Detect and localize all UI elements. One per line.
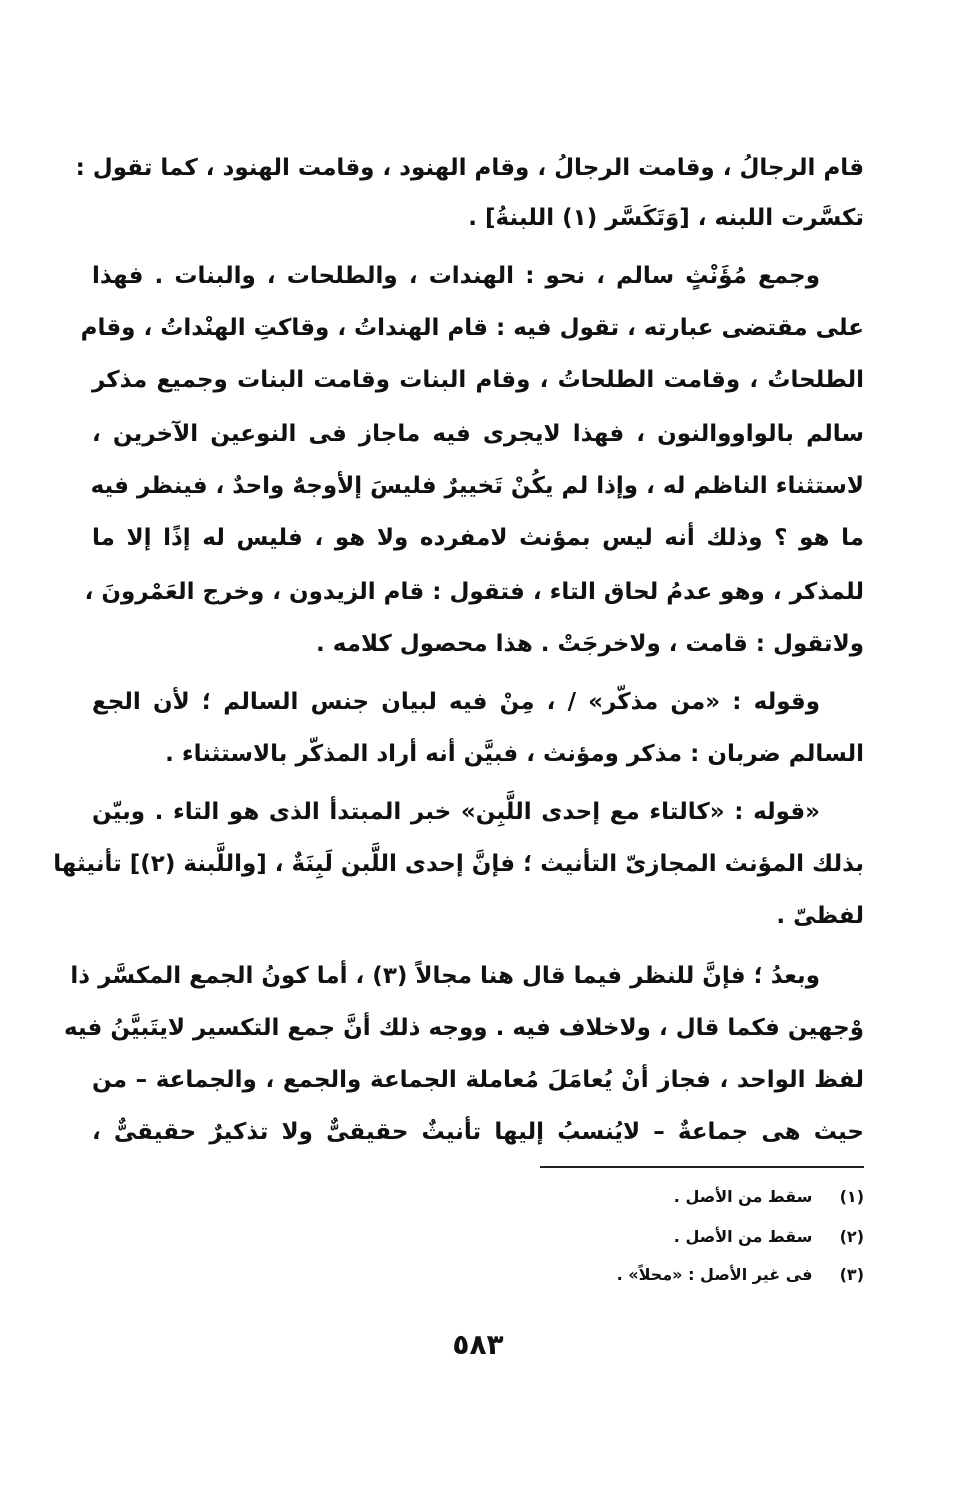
body-line: وقوله : «من مذكّر» / ، مِنْ فيه لبيان جنس السالم ؛ لأن الجع	[92, 689, 820, 715]
body-line: على مقتضى عبارته ، تقول فيه : قام الهنداتُ ، وقاكتِ الهنْداتُ ، وقام	[80, 315, 864, 341]
body-line: بذلك المؤنث المجازىّ التأنيث ؛ فإنَّ إحدى اللَّبن لَبِنَةٌ ، [واللَّبنة (٢)] تأنيثها	[53, 851, 864, 877]
body-line: لفظىّ .	[776, 903, 864, 929]
page-number: ٥٨٣	[452, 1328, 504, 1361]
footnote	[544, 1262, 864, 1288]
footnote	[544, 1184, 864, 1210]
body-line: قام الرجالُ ، وقامت الرجالُ ، وقام الهنود ، وقامت الهنود ، كما تقول :	[75, 155, 864, 181]
footnote-divider	[540, 1166, 864, 1168]
body-line: وبعدُ ؛ فإنَّ للنظر فيما قال هنا مجالاً (٣) ، أما كونُ الجمع المكسَّر ذا	[70, 963, 820, 989]
body-line: تكسَّرت اللبنه ، [وَتَكَسَّر (١) اللبنةُ] .	[468, 205, 864, 231]
body-line: حيث هى جماعةٌ – لايُنسبُ إليها تأنيثٌ حقيقىٌّ ولا تذكيرٌ حقيقىٌّ ،	[92, 1119, 864, 1145]
footnote-number: (٣)	[839, 1265, 864, 1284]
body-line: وْجهين فكما قال ، ولاخلاف فيه . ووجه ذلك أنَّ جمع التكسير لايتَبيَّنُ فيه	[63, 1015, 864, 1041]
footnote	[544, 1224, 864, 1250]
body-line: «قوله : «كالتاء مع إحدى اللَّبِن» خبر المبتدأ الذى هو التاء . وبيّن	[92, 799, 820, 825]
footnote-number: (١)	[839, 1187, 864, 1206]
body-line: لفظ الواحد ، فجاز أنْ يُعامَلَ مُعاملة الجماعة والجمع ، والجماعة – من	[92, 1067, 864, 1093]
footnote-text: سقط من الأصل .	[673, 1227, 813, 1246]
body-line: للمذكر ، وهو عدمُ لحاق التاء ، فتقول : قام الزيدون ، وخرج العَمْرونَ ،	[84, 579, 864, 605]
footnote-number: (٢)	[839, 1227, 864, 1246]
body-line: السالم ضربان : مذكر ومؤنث ، فبيَّن أنه أراد المذكّر بالاستثناء .	[165, 741, 864, 767]
footnote-text: سقط من الأصل .	[673, 1187, 813, 1206]
body-line: سالم بالواووالنون ، فهذا لايجرى فيه ماجاز فى النوعين الآخرين ،	[92, 421, 864, 447]
body-line: ولاتقول : قامت ، ولاخرجَتْ . هذا محصول كلامه .	[316, 631, 864, 657]
body-line: ما هو ؟ وذلك أنه ليس بمؤنث لامفرده ولا هو ، فليس له إذًا إلا ما	[92, 525, 864, 551]
body-line: وجمع مُؤَنْثٍ سالم ، نحو : الهندات ، والطلحات ، والبنات . فهذا	[92, 263, 820, 289]
footnote-text: فى غير الأصل : «محلاً» .	[616, 1265, 813, 1284]
body-line: لاستثناء الناظم له ، وإذا لم يكُنْ تَخييرٌ فليسَ إلأوجهٌ واحدٌ ، فينظر فيه	[90, 473, 864, 499]
body-line: الطلحاتُ ، وقامت الطلحاتُ ، وقام البنات وقامت البنات وجميع مذكر	[92, 367, 864, 393]
